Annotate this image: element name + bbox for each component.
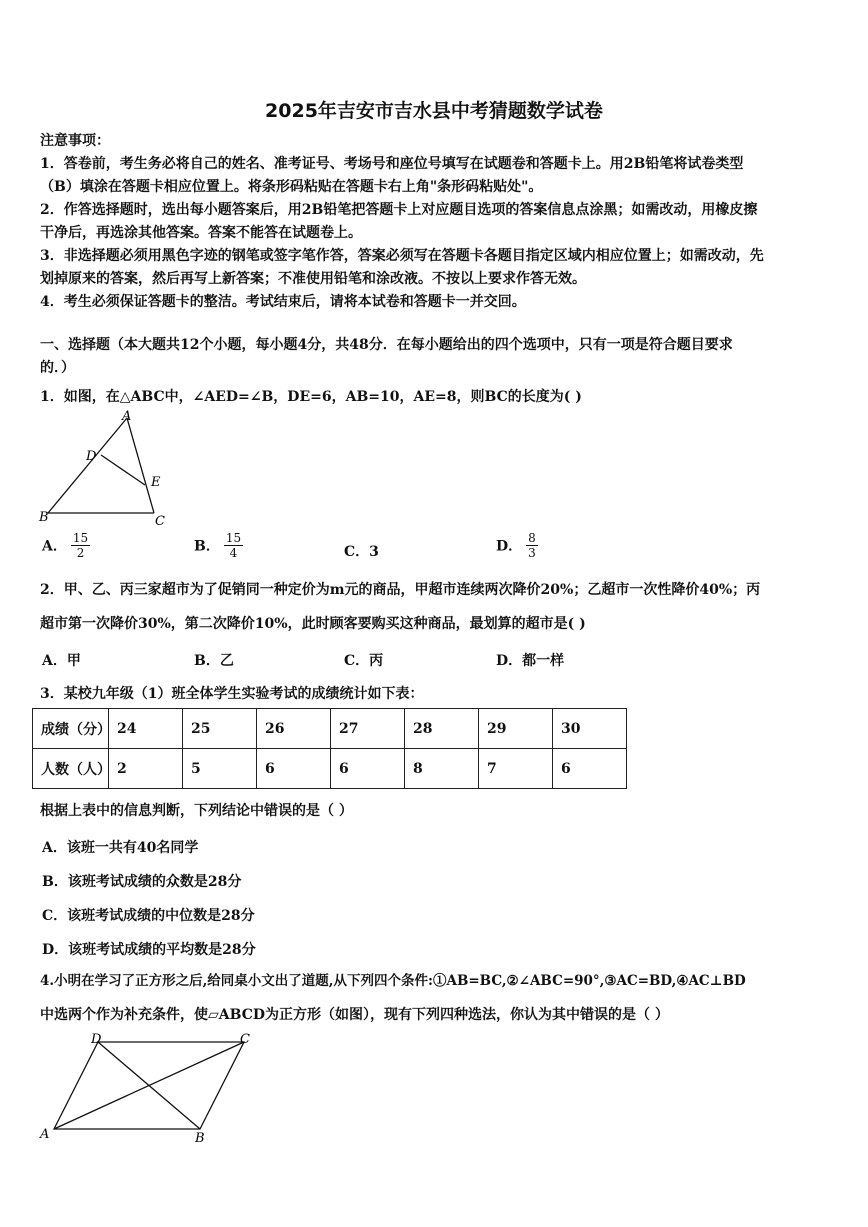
notes-line-2: （B）填涂在答题卡相应位置上。将条形码粘贴在答题卡右上角"条形码粘贴处"。 [40,179,543,195]
label-e: E [151,475,161,490]
question-2-line-1: 2．甲、乙、丙三家超市为了促销同一种定价为m元的商品，甲超市连续两次降价20%；乙超市一次性降价40%；丙 [40,582,761,598]
notes-heading: 注意事项： [40,133,110,149]
q2-option-c: C．丙 [344,653,384,669]
notes-line-1: 1．答卷前，考生务必将自己的姓名、准考证号、考场号和座位号填写在试题卷和答题卡上。用2B铅笔将试卷类型 [40,156,744,172]
table-cell: 6 [553,749,627,789]
question-1-text: 1．如图，在△ABC中，∠AED=∠B，DE=6，AB=10，AE=8，则BC的长度为( ) [40,389,582,405]
notes-line-4: 干净后，再选涂其他答案。答案不能答在试题卷上。 [40,225,362,241]
fraction: $\frac{8}{3}$ [528,531,536,560]
label-a: A [40,1127,50,1142]
question-2-line-2: 超市第一次降价30%，第二次降价10%，此时顾客要购买这种商品，最划算的超市是( ) [40,616,586,632]
q3-option-a: A．该班一共有40名同学 [42,840,199,856]
q1-option-b: B． $\frac{15}{4}$ [194,531,242,560]
table-cell: 8 [405,749,479,789]
score-table [32,708,627,789]
table-cell: 7 [479,749,553,789]
q3-option-b: B．该班考试成绩的众数是28分 [42,874,242,890]
label-b: B [39,510,49,525]
question-4-line-1: 4.小明在学习了正方形之后,给同桌小文出了道题,从下列四个条件:①AB=BC,②∠ABC=90°,③AC=BD,④AC⊥BD [40,973,746,989]
table-cell: 成绩（分） [33,709,109,749]
segment-ac [127,418,154,513]
notes-line-3: 2．作答选择题时，选出每小题答案后，用2B铅笔把答题卡上对应题目选项的答案信息点涂黑；如需改动，用橡皮擦 [40,202,758,218]
q2-option-b: B．乙 [194,653,234,669]
q2-option-d: D．都一样 [496,653,565,669]
fraction: $\frac{15}{4}$ [225,531,242,560]
label-c: C [240,1032,250,1047]
table-cell: 24 [109,709,183,749]
table-cell: 5 [183,749,257,789]
table-cell: 6 [331,749,405,789]
q3-option-c: C．该班考试成绩的中位数是28分 [42,908,255,924]
question-3-prompt: 根据上表中的信息判断，下列结论中错误的是（ ） [40,803,353,819]
section1-heading: 一、选择题（本大题共12个小题，每小题4分，共48分．在每小题给出的四个选项中，只有一项是符合题目要求 [40,337,733,353]
parallelogram-figure [34,1030,264,1150]
question-4-line-2: 中选两个作为补充条件，使▱ABCD为正方形（如图），现有下列四种选法，你认为其中错误的是（ ） [40,1007,669,1023]
table-cell: 2 [109,749,183,789]
notes-line-6: 划掉原来的答案，然后再写上新答案；不准使用铅笔和涂改液。不按以上要求作答无效。 [40,271,586,287]
label-b: B [195,1131,205,1146]
page-title: 2025年吉安市吉水县中考猜题数学试卷 [265,100,603,122]
q2-option-a: A．甲 [42,653,81,669]
table-cell: 29 [479,709,553,749]
q1-option-c: C．3 [344,544,379,560]
table-cell: 25 [183,709,257,749]
table-cell: 6 [257,749,331,789]
notes-line-5: 3．非选择题必须用黑色字迹的钢笔或签字笔作答，答案必须写在答题卡各题目指定区域内相应位置上；如需改动，先 [40,248,764,264]
table-row [33,709,627,749]
section1-heading-cont: 的．） [40,360,75,376]
triangle-figure [36,410,176,530]
table-cell: 28 [405,709,479,749]
fraction: $\frac{15}{2}$ [72,531,89,560]
question-3-text: 3．某校九年级（1）班全体学生实验考试的成绩统计如下表： [40,686,424,702]
q1-option-d: D． $\frac{8}{3}$ [496,531,536,560]
label-a: A [122,410,132,424]
q3-option-d: D．该班考试成绩的平均数是28分 [42,942,256,958]
segment-ab [48,418,127,513]
table-row [33,749,627,789]
label-d: D [91,1032,102,1047]
table-cell: 27 [331,709,405,749]
table-cell: 人数（人） [33,749,109,789]
table-cell: 26 [257,709,331,749]
diagonal-bd [98,1042,200,1129]
label-d: D [86,449,97,464]
table-cell: 30 [553,709,627,749]
label-c: C [155,514,165,529]
notes-line-7: 4．考生必须保证答题卡的整洁。考试结束后，请将本试卷和答题卡一并交回。 [40,294,526,310]
q1-option-a: A． $\frac{15}{2}$ [42,531,89,560]
